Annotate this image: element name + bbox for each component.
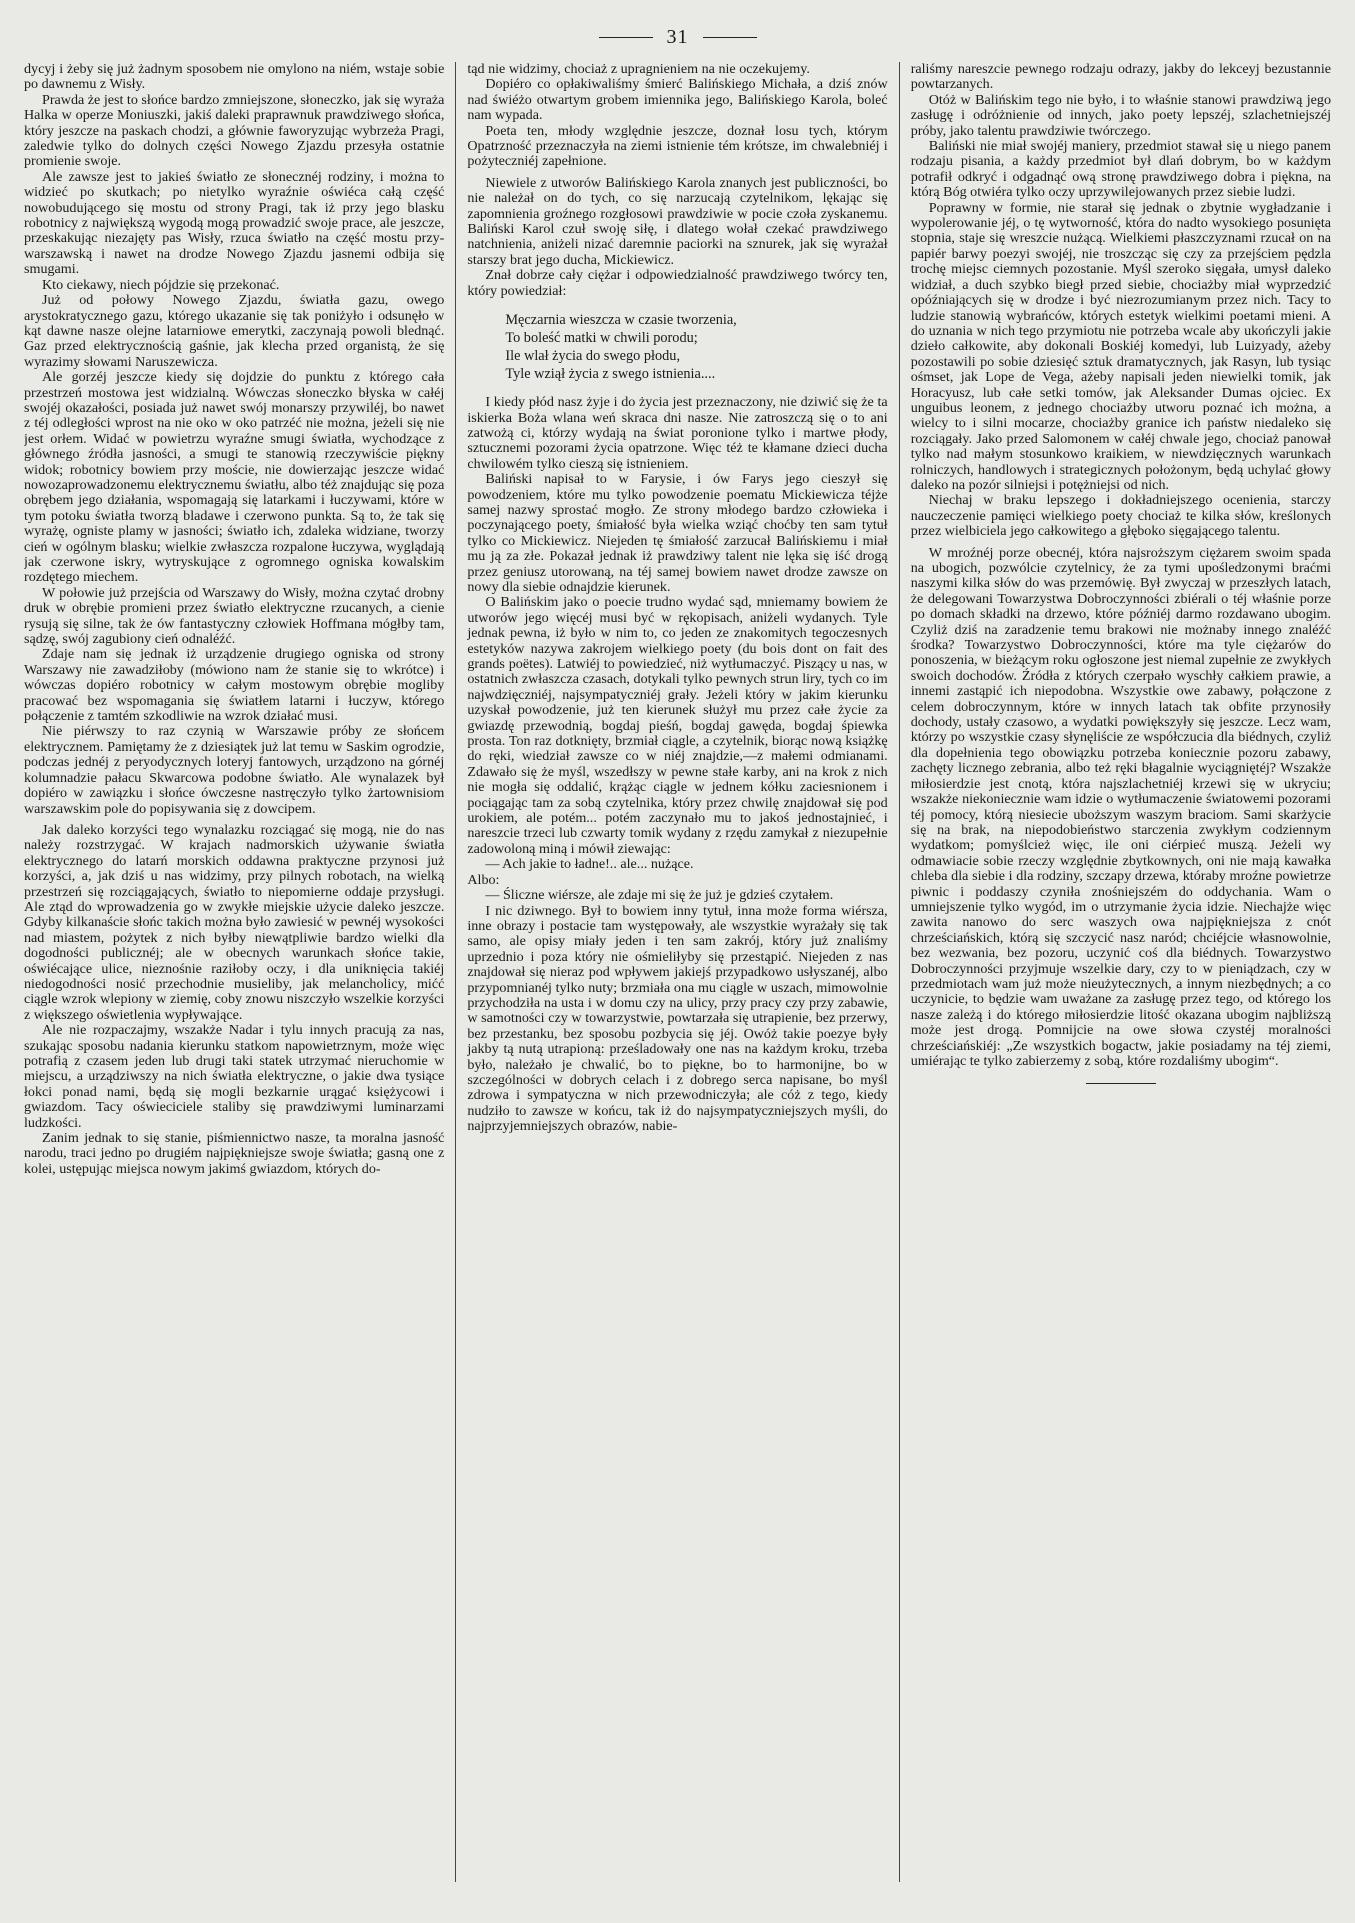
header-rule-left xyxy=(599,37,653,38)
paragraph: Ale zawsze jest to jakieś światło ze słonecznéj rodziny, i można to widzieć po skutkach; po nietylko wyraźnie oświéca całą część nowobudującego się mostu od strony Pragi, tak iż przy jego blasku robotnicy z największą wygodą mogą prowadzić swoje prace, ale jeszcze, przeskakując niezajęty pas Wisły, rzuca światło na część mostu przy-warszawską i nawet na drodze Nowego Zjazdu jasnemi odbija się smugami. xyxy=(24,168,445,278)
paragraph: dycyj i żeby się już żadnym sposobem nie omylono na niém, wstaje sobie po dawnemu z Wisły. xyxy=(24,62,445,93)
column-1 xyxy=(24,62,444,1882)
paragraph: Baliński napisał to w Farysie, i ów Farys jego cieszył się powodzeniem, które mu tylko powodzenie poematu Mickiewicza téjże samej nazwy sprostać mogło. Ze strony młodego bardzo człowieka i poczynającego poety, śmiałość była wielka wziąć choćby ten sam tytuł tylko co Mickiewicz. Niejeden tę śmiałość zarzucał Balińskiemu i miał mu ją za złe. Pokazał jednak iż prawdziwy talent nie lęka się iść drogą przez geniusz utorowaną, na téj samej bowiem nawet drodze zawsze on nowy dla siebie odnajdzie kierunek. xyxy=(467,471,888,595)
paragraph: Kto ciekawy, niech pójdzie się przekonać. xyxy=(42,276,280,293)
text-columns xyxy=(24,62,1331,1882)
paragraph: — Ach jakie to ładne!.. ale... nużące. xyxy=(485,856,694,873)
paragraph: I kiedy płód nasz żyje i do życia jest przeznaczony, nie dziwić się że ta iskierka Boża wlana weń skraca dni nasze. Nie zatroszczą się o to ani zatwożą ci, którzy wydają na świat poronione tylko i martwe płody, sztucznemi pozorami życia opatrzone. Więc téż te kłamane dzieci ducha chwilowém tylko cieszą się istnieniem. xyxy=(467,394,888,472)
paragraph: Znał dobrze cały ciężar i odpowiedzialność prawdziwego twórcy ten, który powiedział: xyxy=(467,267,888,299)
paragraph: W mroźnéj porze obecnéj, która najsroższym ciężarem swoim spada na ubogich, pozwólcie czytelnicy, że za tymi upośledzonymi braćmi naszymi kilka słów do was przemówię. Był zwyczaj w przeszłych latach, że delegowani Towarzystwa Dobroczynności zbiérali o téj właśnie porze po domach składki na drzewo, które późniéj darmo rozdawano ubogim. Czyliż dziś na zaradzenie temu brakowi nie możnaby innego znaléźć środka? Towarzystwo Dobroczynności, które ma tyle ciężarów do ponoszenia, w bieżącym roku ogłoszone jest niemal zupełnie ze zwykłych swoich dochodów. Źródła z których czerpało wyschły całkiem prawie, a innemi zastąpić ich niepodobna. Wszystkie owe zabawy, połączone z celem dobroczynnym, które w innych latach tak obfite przynosiły dochody, ustały czasowo, a wydatki powiększyły się jeszcze. Lecz wam, którzy po wszystkie czasy słynęliście ze współczucia dla biédnych, czyliż dla dopełnienia tego obowiązku potrzeba koniecznie pozoru zabawy, zachęty licznego zebrania, albo też ręki błagalnie wyciągniętéj? Wszakże miłosierdzie jest cnotą, która najszlachetniéj krzewi się w ukryciu; wszakże niekoniecznie wam idzie o wytłumaczenie światowemi pozorami téj pomocy, którą niesiecie uboższym waszym braciom. Sami skarżycie się na brak, na niepodobieństwo starczenia zwykłym codziennym wydatkom; pomyślcież więc, ile oni ciérpieć muszą. Jeżeli wy odmawiacie sobie rzeczy względnie zbytkownych, oni nie mają kawałka chleba dla siebie i dla rodziny, szczapy drzewa, któraby mroźne powietrze piwnic i poddaszy czyniła znośniejszém do oddychania. Wam o umniejszenie tylko wygód, im o utrzymanie życia idzie. Niechajże więc zawita nanowo do serc waszych owa najpiękniejsza z cnót chrześciańskich, którą się szczycić nasz naród; chciéjcie własnowolnie, bez wezwania, bez pozoru, uczynić coś dla biédnych. Towarzystwo Dobroczynności przyjmuje wszelkie dary, czy to w pieniądzach, czy w przedmiotach wam już może nieużytecznych, a innym niezbędnych; a co uczynicie, to będzie wam uważane za zasługę przez tego, od którego los nasze zależą i do którego miłosierdzie litość okazana ubogim najbliższą może jest drogą. Pomnijcie na owe słowa czystéj moralności chrześciańskiéj: „Ze wszystkich bogactw, jakie posiadamy na téj ziemi, umiérając te tylko zabierzemy z sobą, które rozdaliśmy ubogim“. xyxy=(910,544,1332,1069)
paragraph: Poprawny w formie, nie starał się jednak o zbytnie wygładzanie i wypolerowanie jéj, o tę wytworność, która do nadto wysokiego posunięta stopnia, staje się wreszcie nużącą. Wielkiemi płaszczyznami rzucał on na papiér barwy poezyi swojéj, nie troszcząc się czy za przejściem pędzla trochę miejsc ciemnych pozostanie. Myśl szeroko sięgała, umysł daleko widział, a duch szybko biegł przed siebie, chociażby miał wyprzedzić opóźniających się w drodze i być niezrozumianym przez nich. Tacy to ludzie stanowią wybrańców, których estetyk wielkimi poetami mieni. A do uznania w nich tego przymiotu nie potrzeba wcale aby ukończyli jakie dzieło całkowite, aby dokonali Boskiéj komedyi, lub Luizyady, ażeby pozostawili po sobie dziesięć sztuk dramatycznych, jak Rasyn, lub tysiąc ośmset, jak Lope de Vega, ażeby napisali jeden niewielki tomik, jak Horacyusz, lub całe setki tomów, jak Aleksander Dumas ojciec. Ex unguibus leonem, z jednego chociażby utworu poznać ich można, a wielcy to i silni mocarze, chociażby granice ich państw niedaleko się rozciągały. Jako przed Salomonem w całéj chwale jego, chociaż panował tylko nad małym stosunkowo kraikiem, w niewdzięcznych warunkach rolniczych, handlowych i strategicznych położonym, będą uchylać głowy daleko na pozór silniejsi i potężniejsi od nich. xyxy=(910,199,1332,493)
paragraph: Prawda że jest to słońce bardzo zmniejszone, słoneczko, jak się wyraża Halka w operze Moniuszki, jakiś daleki praprawnuk prawdziwego słońca, który jeszcze na paskach chodzi, a głównie faworyzując wybrzeża Pragi, zaledwie tylko do dolnych części Nowego Zjazdu przesyła ostatnie promienie swoje. xyxy=(24,91,445,170)
poem-line: Męczarnia wieszcza w czasie tworzenia, xyxy=(505,312,737,329)
end-rule xyxy=(1086,1083,1156,1084)
paragraph: Ale nie rozpaczajmy, wszakże Nadar i tylu innych pracują za nas, szukając sposobu nadania kierunku statkom napowietrznym, może więc potrafią z czasem jeden lub drugi taki statek utrzymać nieruchomie w miejscu, a urządziwszy na nich światła elektryczne, o jakie dwa tysiące łokci ponad nami, będą się mogli bezkarnie urągać księżycowi i gwiazdom. Tacy oświeciciele staliby się prawdziwymi luminarzami ludzkości. xyxy=(24,1022,445,1131)
paragraph: Niechaj w braku lepszego i dokładniejszego ocenienia, starczy nauczeczenie pamięci wielkiego poety chociaż te kilka słów, kreślonych przez wielbiciela jego całkowitego a głęboko sięgającego talentu. xyxy=(910,492,1332,540)
column-3 xyxy=(911,62,1331,1882)
paragraph: Albo: xyxy=(467,871,500,888)
poem-line: To boleść matki w chwili porodu; xyxy=(505,330,698,347)
paragraph: Otóż w Balińskim tego nie było, i to właśnie stanowi prawdziwą jego zasługę i odróżnienie od innych, jako poety lepszéj, szlachetniejszéj próby, jako talentu prawdziwie twórczego. xyxy=(910,91,1332,139)
paragraph: — Śliczne wiérsze, ale zdaje mi się że już je gdzieś czytałem. xyxy=(485,887,834,904)
page-header xyxy=(24,22,1331,52)
poem-line: Tyle wziął życia z swego istnienia.... xyxy=(505,366,716,383)
paragraph: Nie piérwszy to raz czynią w Warszawie próby ze słońcem elektrycznem. Pamiętamy że z dziesiątek już lat temu w Saskim ogrodzie, podczas jednéj z peryodycznych loteryj fantowych, urządzono na górnéj kolumnadzie pałacu Skwarcowa podobne światło. Ale wynalazek był dopiéro w zawiązku i słońce ówczesne nastręczyło tylko żartownisiom warszawskim pole do popisywania się z dowcipem. xyxy=(24,723,445,817)
paragraph: Już od połowy Nowego Zjazdu, światła gazu, owego arystokratycznego gazu, którego ukazanie się tak poniżyło i odsunęło w kąt dawne nasze olejne latarniowe emerytki, zaczynają powoli blednąć. Gaz przed elektrycznością gaśnie, jak klecha przed organistą, że się wyrazimy słowami Naruszewicza. xyxy=(24,292,445,370)
paragraph: O Balińskim jako o poecie trudno wydać sąd, mniemamy bowiem że utworów jego więcéj musi być w rękopisach, aniżeli wydanych. Tyle jednak pewna, iż było w nim to, co jeden ze znakomitych tegoczesnych estetyków nazywa zakrojem wielkiego poety (du bois dont on fait des grands poëtes). Latwiéj to powiedzieć, niż wytłumaczyć. Piszący u nas, w ostatnich zwłaszcza czasach, dotykali tylko pewnych strun liry, tych co im najwdzięczniéj, najsympatyczniéj grały. Jeżeli który w jakim kierunku uzyskał powodzenie, już ten kierunek służył mu przez całe życie za gwiazdę przewodnią, bogdaj pieśń, bogdaj gawęda, bogdaj śpiewka prosta. Ton raz dotknięty, brzmiał ciągle, a czytelnik, biorąc nową książkę do ręki, wiedział zawsze co w niéj znajdzie,—z małemi odmianami. Zdawało się że myśl, wszedłszy w pewne stałe karby, ani na krok z nich nie mogła się oddalić, krążąc ciągle w jednem kółku zaciesnionem i pociągając tam za sobą czytelnika, który przez chwilę znajdował się pod urokiem, ale potém... potém zaczynało mu to jakoś jednostajnieć, i nareszcie trzeci lub czwarty tomik wydany z rzędu zamykał z niezupełnie zadowoloną miną i mówił ziewając: xyxy=(467,594,888,857)
poem-quote xyxy=(505,311,887,383)
paragraph: Zdaje nam się jednak iż urządzenie drugiego ogniska od strony Warszawy nie zawadziłoby (mówiono nam że stanie się to wkrótce) i wówczas dopiéro robotnicy w całym mostowym obrębie mogliby pracować bez wspomagania się światłem latarni i łuczyw, którego połączenie z tamtém szkodliwie na wzrok działać musi. xyxy=(24,646,445,725)
page-number: 31 xyxy=(666,25,689,48)
paragraph: Baliński nie miał swojéj maniery, przedmiot stawał się u niego panem rodzaju pisania, a każdy przedmiot był dlań dobrym, bo w każdym potrafił odkryć i odgadnąć ową stronę prawdziwego dobra i piękna, na którą Bóg otwiéra tylko oczy uprzywilejowanych przez siebie ludzi. xyxy=(910,138,1332,201)
paragraph: tąd nie widzimy, chociaż z upragnieniem na nie oczekujemy. xyxy=(467,62,810,77)
paragraph: Poeta ten, młody względnie jeszcze, doznał losu tych, którym Opatrzność przeznaczyła na ziemi istnienie tém krótsze, im chwalebniéj i pożyteczniéj zapełnione. xyxy=(467,122,888,170)
column-divider xyxy=(455,62,456,1882)
paragraph: Ale gorzéj jeszcze kiedy się dojdzie do punktu z którego cała przestrzeń mostowa jest widzialną. Wówczas słoneczko błyska w całéj swojéj okazałości, posiada już nawet swój monarszy przywiléj, bo nawet z téj odległości wprost na nie oko w oko patrzéć nie można, jeżeli się nie jest orłem. Widać w powietrzu wyraźne smugi światła, wychodzące z głównego źródła jasności, a smugi te stanowią rzeczywiście piękny widok; robotnicy bowiem przy moście, nie dowierzając jeszcze widać nowozaprowadzonemu elektrycznemu światłu, albo téż znajdując się poza obrębem jego działania, wspomagają się latarkami i łuczywami, które w tym potoku światła tworzą bladawe i czerwono punkta. Są to, że tak się wyrażę, ogniste plamy w jasności; światło ich, zdaleka widziane, tworzy cień w ogólnym blasku; wielkie zwłaszcza rozpalone łuczywa, wyglądają jak czerwone iskry, wytryskujące z ogromnego ogniska kowalskim rozdętego miechem. xyxy=(24,369,445,586)
paragraph: Zanim jednak to się stanie, piśmiennictwo nasze, ta moralna jasność narodu, traci jedno po drugiém najpiękniejsze swoje światła; gasną one z kolei, ustępując miejsca nowym jakimś gwiazdom, których do- xyxy=(24,1130,445,1177)
poem-line: Ile wlał życia do swego płodu, xyxy=(505,348,681,365)
paragraph: I nic dziwnego. Był to bowiem inny tytuł, inna może forma wiérsza, inne obrazy i postacie tam występowały, ale wszystkie wyrażały się tak samo, ale opisy miały jeden i ten sam zakrój, który już znaliśmy uprzednio i poza który nie ośmieliłyby się przestąpić. Niejeden z nas znajdował się nieraz pod wpływem jakiejś przypadkowo usłyszanéj, albo przypomnianéj tylko nuty; brzmiała ona mu ciągle w uszach, mimowolnie przychodziła na usta i w domu czy na ulicy, przy pracy czy przy zabawie, w samotności czy w towarzystwie, powtarzała się utrapienie, bez przerwy, bez przestanku, bez sposobu pozbycia się jéj. Owóż takie poezye były jakby tą nutą utrapioną: prześladowały one nas na każdym kroku, trzeba było, należało je chwalić, bo to piękne, bo to harmonijne, bo w szczególności w dobrych celach i z dobrego serca napisane, bo myśl zdrowa i sympatyczna w nich przewodniczyła; ale cóż z tego, kiedy nudziło to zawsze w końcu, tak iż do najsympatyczniejszych myśli, do najprzyjemniejszych obrazów, nabie- xyxy=(467,902,888,1135)
column-divider xyxy=(899,62,900,1882)
paragraph: raliśmy nareszcie pewnego rodzaju odrazy, jakby do lekceyj bezustannie powtarzanych. xyxy=(910,62,1332,93)
column-2 xyxy=(467,62,887,1882)
header-rule-right xyxy=(703,37,757,38)
paragraph: Dopiéro co opłakiwaliśmy śmierć Balińskiego Michała, a dziś znów nad świéżo otwartym grobem imiennika jego, Balińskiego Karola, boleć nam wypada. xyxy=(467,76,888,124)
paragraph: Niewiele z utworów Balińskiego Karola znanych jest publiczności, bo nie należał on do tych, co się narzucają czytelnikom, lękając się zapomnienia groźnego rozgłosowi prawdziwie w pocie czoła zyskanemu. Baliński Karol czuł swoję siłę, i dlatego wołał czekać prawdziwego natchnienia, aniżeli nizać daremnie paciorki na sznurek, jak się wyrażał starszy brat jego ducha, Mickiewicz. xyxy=(467,174,888,268)
paragraph: W połowie już przejścia od Warszawy do Wisły, można czytać drobny druk w obrębie promieni przez światło elektryczne rzucanych, a cienie rysują się silne, tak że ów fantastyczny człowiek Hoffmana mógłby tam, sądzę, swój zagubiony cień odnaléźć. xyxy=(24,584,445,648)
paragraph: Jak daleko korzyści tego wynalazku rozciągać się mogą, nie do nas należy rozstrzygać. W krajach nadmorskich używanie światła elektrycznego do latarń morskich oddawna praktyczne przynosi już korzyści, a, jak dziś u nas widzimy, przy pilnych robotach, na wielką przestrzeń się rozciągających, światło to niepomierne oddaje przysługi. Ale ztąd do wprowadzenia go w zwykłe miejskie użycie daleko jeszcze. Gdyby kilkanaście słońc takich można było zawiesić w pewnéj wysokości nad miastem, pożytek z nich byłby niewątpliwie bardzo wielki dla dogodności publicznéj; ale w obecnych warunkach słońce takie, oświécające ulice, nieznośnie raziłoby oczy, i dla uniknięcia takiéj niedogodności nosić przechodnie musieliby, jak melancholicy, mićć ciągle wzrok wlepiony w ziemię, coby znowu niszczyło wszelkie korzyści z większego oświetlenia wypływające. xyxy=(24,821,445,1023)
